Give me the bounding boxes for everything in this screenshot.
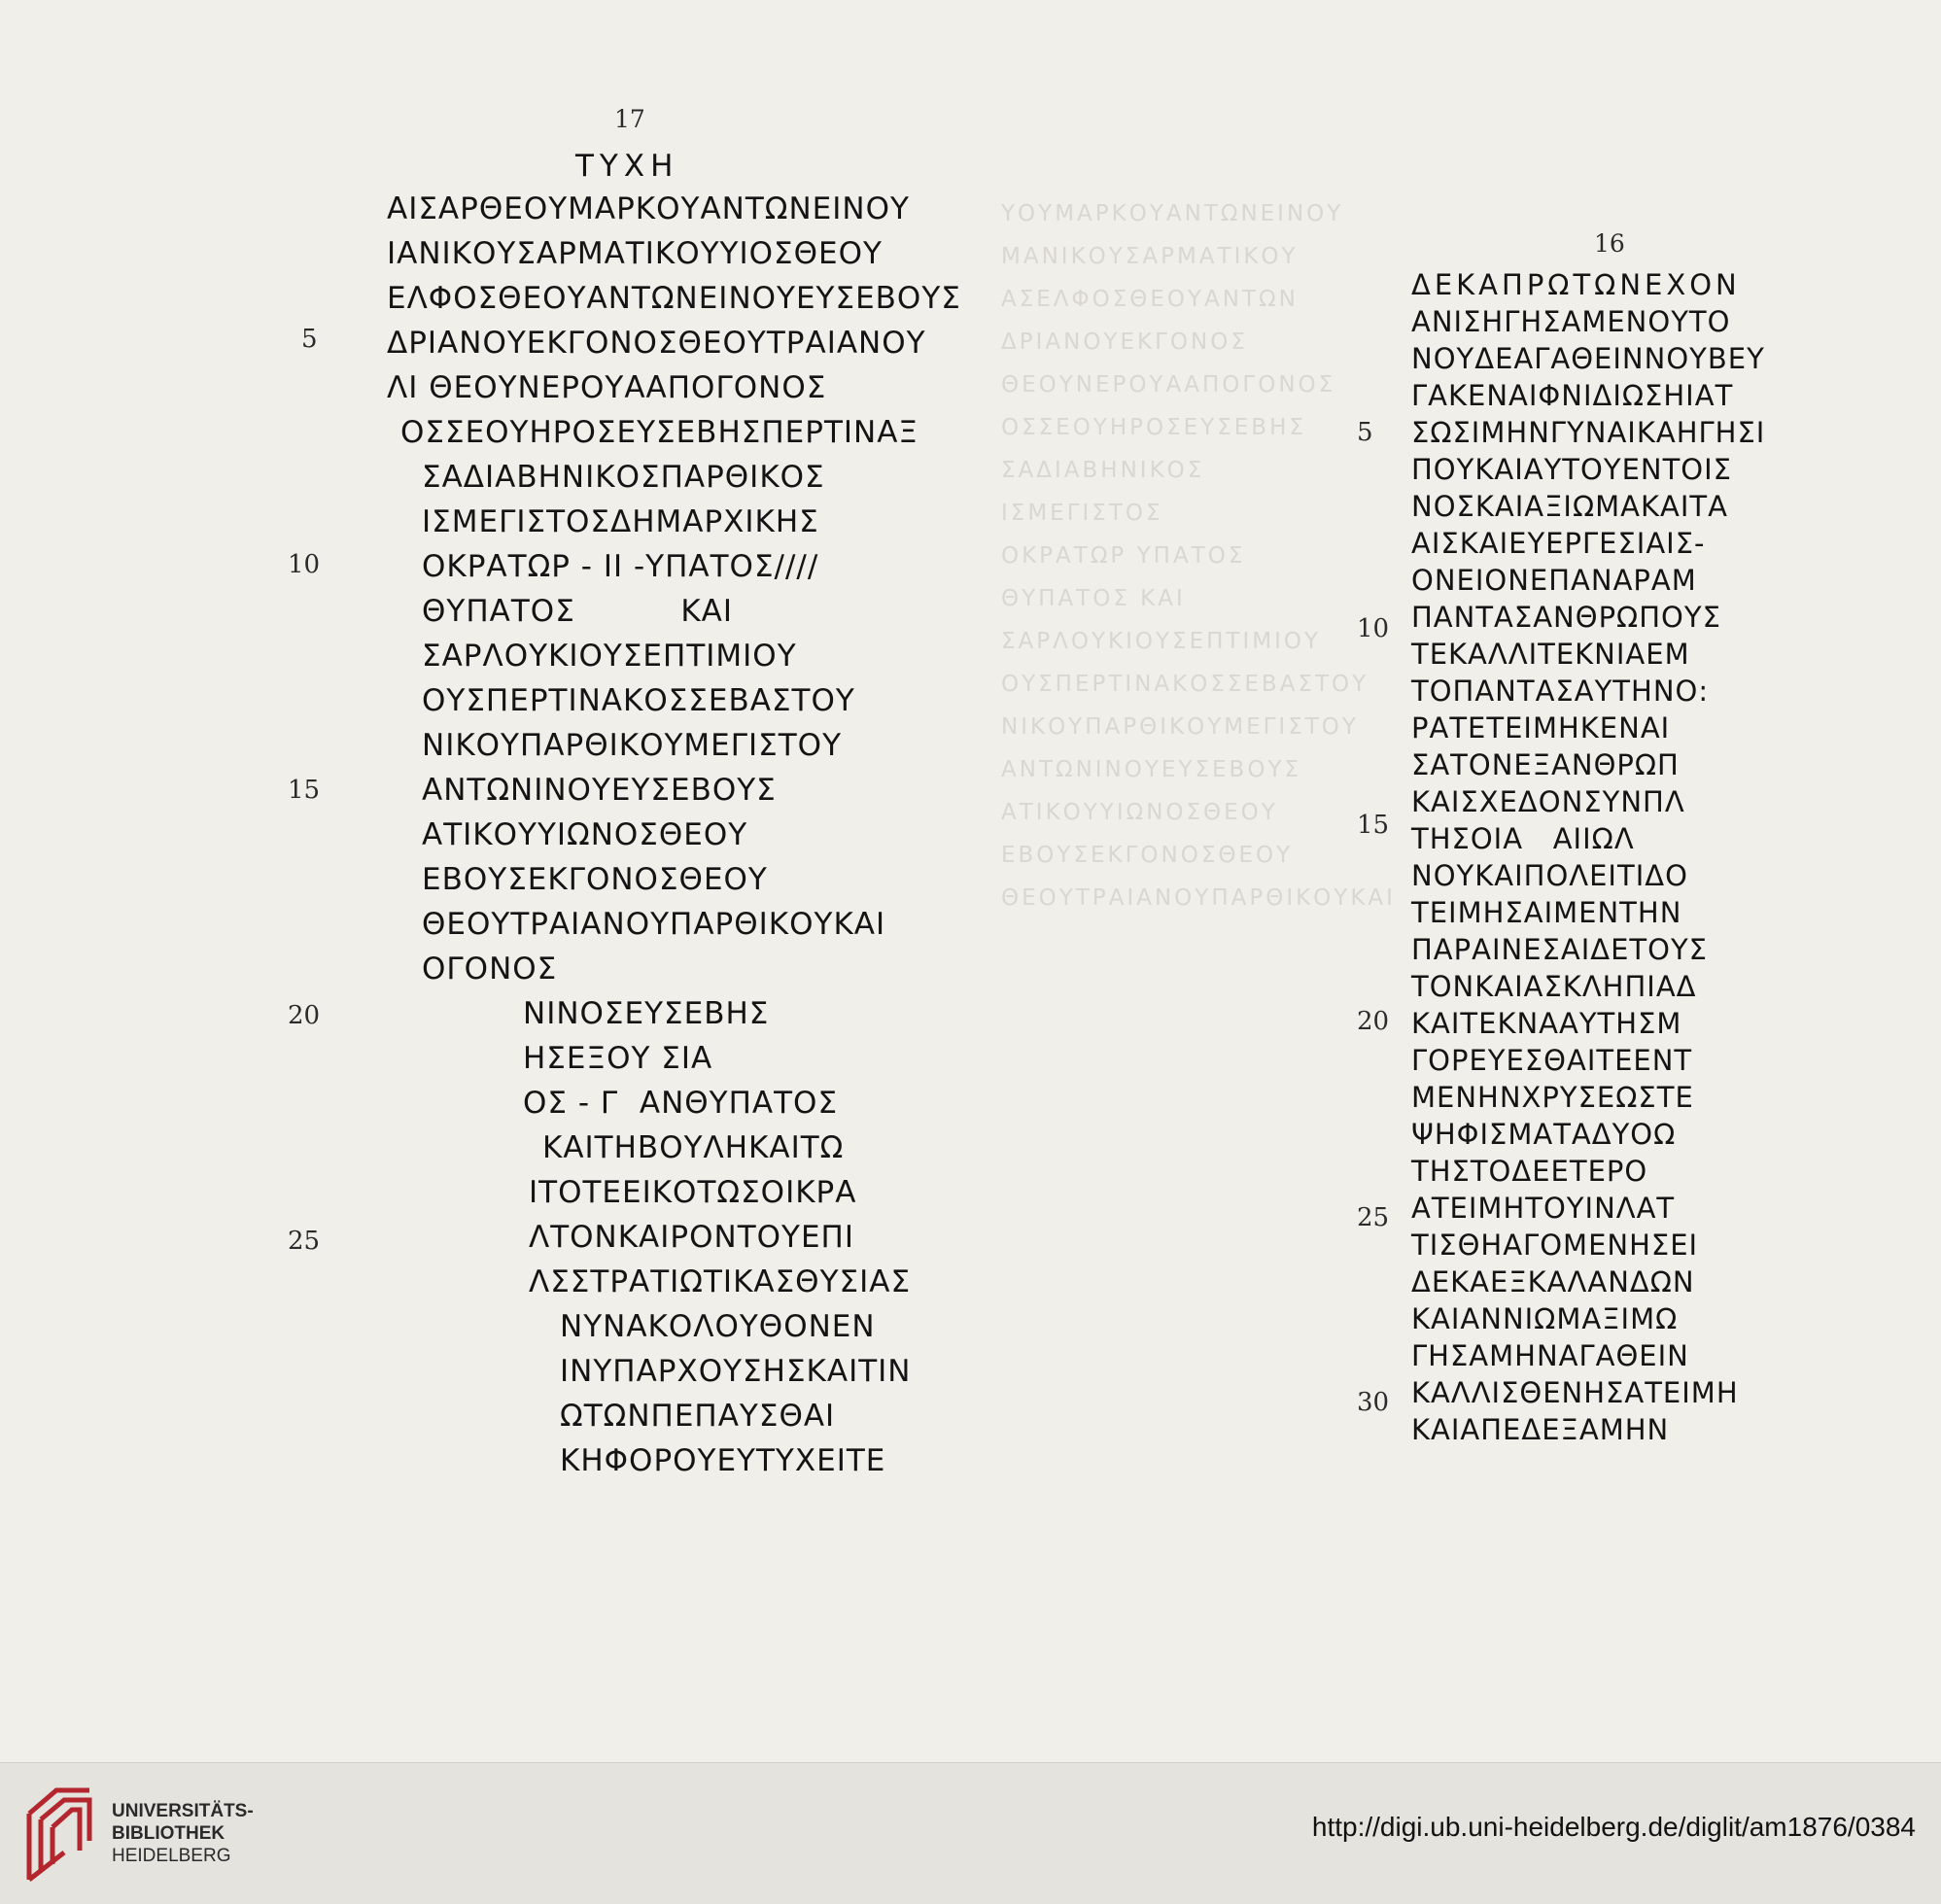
right-line: ΝΟΥΔΕΑΓΑΘΕΙΝΝΟΥΒΕΥ (1411, 342, 1765, 375)
right-line: ΓΗΣΑΜΗΝΑΓΑΘΕΙΝ (1411, 1339, 1689, 1372)
right-page-number: 16 (1594, 229, 1625, 258)
left-line: ΟΚΡΑΤΩΡ - ΙΙ -ΥΠΑΤΟΣ//// (422, 549, 819, 584)
left-line: ΚΑΙΤΗΒΟΥΛΗΚΑΙΤΩ (542, 1130, 845, 1165)
left-line-number: 20 (288, 1001, 321, 1030)
right-line: ΚΑΙΣΧΕΔΟΝΣΥΝΠΛ (1411, 785, 1685, 818)
right-line: ΤΙΣΘΗΑΓΟΜΕΝΗΣΕΙ (1411, 1229, 1699, 1262)
left-line: ΘΥΠΑΤΟΣ ΚΑΙ (422, 594, 733, 629)
right-line: ΠΟΥΚΑΙΑΥΤΟΥΕΝΤΟΙΣ (1411, 453, 1732, 486)
right-line: ΡΑΤΕΤΕΙΜΗΚΕΝΑΙ (1411, 711, 1671, 744)
right-line: ΠΑΝΤΑΣΑΝΘΡΩΠΟΥΣ (1411, 601, 1721, 634)
right-line: ΝΟΣΚΑΙΑΞΙΩΜΑΚΑΙΤΑ (1411, 490, 1728, 523)
library-name-line1: UNIVERSITÄTS- (112, 1801, 254, 1821)
right-line-number: 5 (1357, 418, 1373, 447)
right-line: ΤΕΚΑΛΛΙΤΕΚΝΙΑΕΜ (1411, 638, 1690, 671)
library-name-line2: BIBLIOTHEK (112, 1823, 225, 1844)
left-line: ΗΣΕΞΟΥ ΣΙΑ (523, 1041, 713, 1076)
left-line: ΝΙΚΟΥΠΑΡΘΙΚΟΥΜΕΓΙΣΤΟΥ (422, 728, 843, 763)
right-line: ΤΗΣΤΟΔΕΕΤΕΡΟ (1411, 1155, 1648, 1188)
right-line: ΚΑΙΑΠΕΔΕΞΑΜΗΝ (1411, 1413, 1670, 1446)
permalink-url[interactable]: http://digi.ub.uni-heidelberg.de/diglit/am1876/0384 (1311, 1812, 1916, 1842)
left-line: ΙΝΥΠΑΡΧΟΥΣΗΣΚΑΙΤΙΝ (560, 1354, 912, 1389)
right-line: ΤΟΝΚΑΙΑΣΚΛΗΠΙΑΔ (1411, 970, 1697, 1003)
right-line: ΑΝΙΣΗΓΗΣΑΜΕΝΟΥΤΟ (1411, 305, 1731, 338)
library-logo-icon (21, 1783, 101, 1885)
left-line-number: 5 (301, 325, 318, 354)
footer-bar (0, 1762, 1941, 1904)
right-line: ΑΙΣΚΑΙΕΥΕΡΓΕΣΙΑΙΣ- (1411, 527, 1706, 560)
left-line: ΕΛΦΟΣΘΕΟΥΑΝΤΩΝΕΙΝΟΥΕΥΣΕΒΟΥΣ (387, 281, 961, 316)
left-page-number: 17 (614, 105, 645, 133)
right-line: ΓΑΚΕΝΑΙΦΝΙΔΙΩΣΗΙΑΤ (1411, 379, 1734, 412)
left-line: ΙΑΝΙΚΟΥΣΑΡΜΑΤΙΚΟΥΥΙΟΣΘΕΟΥ (387, 236, 883, 271)
left-line: ΟΣΣΕΟΥΗΡΟΣΕΥΣΕΒΗΣΠΕΡΤΙΝΑΞ (400, 415, 919, 450)
right-line: ΚΑΙΤΕΚΝΑΑΥΤΗΣΜ (1411, 1007, 1682, 1040)
right-line: ΣΩΣΙΜΗΝΓΥΝΑΙΚΑΗΓΗΣΙ (1411, 416, 1766, 449)
left-line: ΑΝΤΩΝΙΝΟΥΕΥΣΕΒΟΥΣ (422, 773, 777, 808)
right-line: ΑΤΕΙΜΗΤΟΥΙΝΛΑΤ (1411, 1192, 1676, 1225)
left-line: ΑΙΣΑΡΘΕΟΥΜΑΡΚΟΥΑΝΤΩΝΕΙΝΟΥ (387, 191, 910, 226)
right-line-number: 20 (1357, 1007, 1390, 1036)
right-line-number: 30 (1357, 1388, 1390, 1417)
right-line: ΟΝΕΙΟΝΕΠΑΝΑΡΑΜ (1411, 564, 1697, 597)
left-line: ΛΙ ΘΕΟΥΝΕΡΟΥΑΑΠΟΓΟΝΟΣ (387, 370, 827, 405)
show-through-right: ΥΟΥΜΑΡΚΟΥΑΝΤΩΝΕΙΝΟΥ ΜΑΝΙΚΟΥΣΑΡΜΑΤΙΚΟΥ ΑΣΕΛΦΟΣΘΕΟΥΑΝΤΩΝ ΔΡΙΑΝΟΥΕΚΓΟΝΟΣ ΘΕΟΥΝΕΡΟΥΑΑΠΟΓΟΝΟΣ ΟΣΣΕΟΥΗΡΟΣΕΥΣΕΒΗΣ ΣΑΔΙΑΒΗΝΙΚΟΣ ΙΣΜΕΓΙΣΤΟΣ ΟΚΡΑΤΩΡ ΥΠΑΤΟΣ ΘΥΠΑΤΟΣ ΚΑΙ ΣΑΡΛΟΥΚΙΟΥΣΕΠΤΙΜΙΟΥ ΟΥΣΠΕΡΤΙΝΑΚΟΣΣΕΒΑΣΤΟΥ ΝΙΚΟΥΠΑΡΘΙΚΟΥΜΕΓΙΣΤΟΥ ΑΝΤΩΝΙΝΟΥΕΥΣΕΒΟΥΣ ΑΤΙΚΟΥΥΙΩΝΟΣΘΕΟΥ ΕΒΟΥΣΕΚΓΟΝΟΣΘΕΟΥ ΘΕΟΥΤΡΑΙΑΝΟΥΠΑΡΘΙΚΟΥΚΑΙ (1001, 201, 1396, 911)
left-line: ΙΤΟΤΕΕΙΚΟΤΩΣΟΙΚΡΑ (529, 1175, 857, 1210)
left-line: ΕΒΟΥΣΕΚΓΟΝΟΣΘΕΟΥ (422, 862, 768, 897)
left-line: ΟΥΣΠΕΡΤΙΝΑΚΟΣΣΕΒΑΣΤΟΥ (422, 683, 855, 718)
right-line: ΣΑΤΟΝΕΞΑΝΘΡΩΠ (1411, 748, 1680, 781)
right-inscription (1411, 266, 1765, 1448)
right-line-number: 25 (1357, 1203, 1390, 1232)
right-line: ΜΕΝΗΝΧΡΥΣΕΩΣΤΕ (1411, 1081, 1694, 1114)
right-line-number: 10 (1357, 614, 1390, 643)
right-line: ΓΟΡΕΥΕΣΘΑΙΤΕΕΝΤ (1411, 1044, 1693, 1077)
left-line: ΛΣΣΤΡΑΤΙΩΤΙΚΑΣΘΥΣΙΑΣ (529, 1264, 912, 1299)
left-line: ΙΣΜΕΓΙΣΤΟΣΔΗΜΑΡΧΙΚΗΣ (422, 504, 819, 539)
left-line-number: 10 (288, 550, 321, 579)
right-line: ΝΟΥΚΑΙΠΟΛΕΙΤΙΔΟ (1411, 859, 1688, 892)
left-line: ΝΥΝΑΚΟΛΟΥΘΟΝΕΝ (560, 1309, 876, 1344)
left-line: ΟΣ - Γ ΑΝΘΥΠΑΤΟΣ (523, 1086, 839, 1121)
left-line-number: 25 (288, 1227, 321, 1256)
right-line: ΚΑΛΛΙΣΘΕΝΗΣΑΤΕΙΜΗ (1411, 1376, 1739, 1409)
left-line: ΝΙΝΟΣΕΥΣΕΒΗΣ (523, 996, 770, 1031)
left-line: ΚΗΦΟΡΟΥΕΥΤΥΧΕΙΤΕ (560, 1443, 886, 1478)
left-line: ΘΕΟΥΤΡΑΙΑΝΟΥΠΑΡΘΙΚΟΥΚΑΙ (422, 907, 886, 942)
right-line: ΤΟΠΑΝΤΑΣΑΥΤΗΝΟ: (1411, 675, 1710, 708)
left-inscription (387, 187, 961, 1483)
right-line: ΤΕΙΜΗΣΑΙΜΕΝΤΗΝ (1411, 896, 1682, 929)
right-line: ΤΗΣΟΙΑ ΑΙΙΩΛ (1411, 822, 1635, 855)
right-line: ΠΑΡΑΙΝΕΣΑΙΔΕΤΟΥΣ (1411, 933, 1708, 966)
left-heading: ΤΥΧΗ (575, 149, 679, 184)
right-line: ΚΑΙΑΝΝΙΩΜΑΞΙΜΩ (1411, 1302, 1679, 1335)
right-line-number: 15 (1357, 811, 1390, 840)
left-line: ΟΓΟΝΟΣ (422, 952, 558, 987)
left-line: ΣΑΡΛΟΥΚΙΟΥΣΕΠΤΙΜΙΟΥ (422, 639, 797, 674)
library-name (112, 1800, 254, 1867)
right-line: ΔΕΚΑΠΡΩΤΩΝΕΧΟΝ (1411, 268, 1741, 301)
left-line: ΑΤΙΚΟΥΥΙΩΝΟΣΘΕΟΥ (422, 817, 748, 852)
left-line-number: 15 (288, 776, 321, 805)
right-line: ΔΕΚΑΕΞΚΑΛΑΝΔΩΝ (1411, 1265, 1695, 1298)
left-line: ΣΑΔΙΑΒΗΝΙΚΟΣΠΑΡΘΙΚΟΣ (422, 460, 825, 495)
right-line: ΨΗΦΙΣΜΑΤΑΔΥΟΩ (1411, 1118, 1677, 1151)
left-line: ΩΤΩΝΠΕΠΑΥΣΘΑΙ (560, 1399, 836, 1434)
library-name-line3: HEIDELBERG (112, 1846, 231, 1866)
left-line: ΔΡΙΑΝΟΥΕΚΓΟΝΟΣΘΕΟΥΤΡΑΙΑΝΟΥ (387, 326, 926, 361)
left-line: ΛΤΟΝΚΑΙΡΟΝΤΟΥΕΠΙ (529, 1220, 855, 1255)
